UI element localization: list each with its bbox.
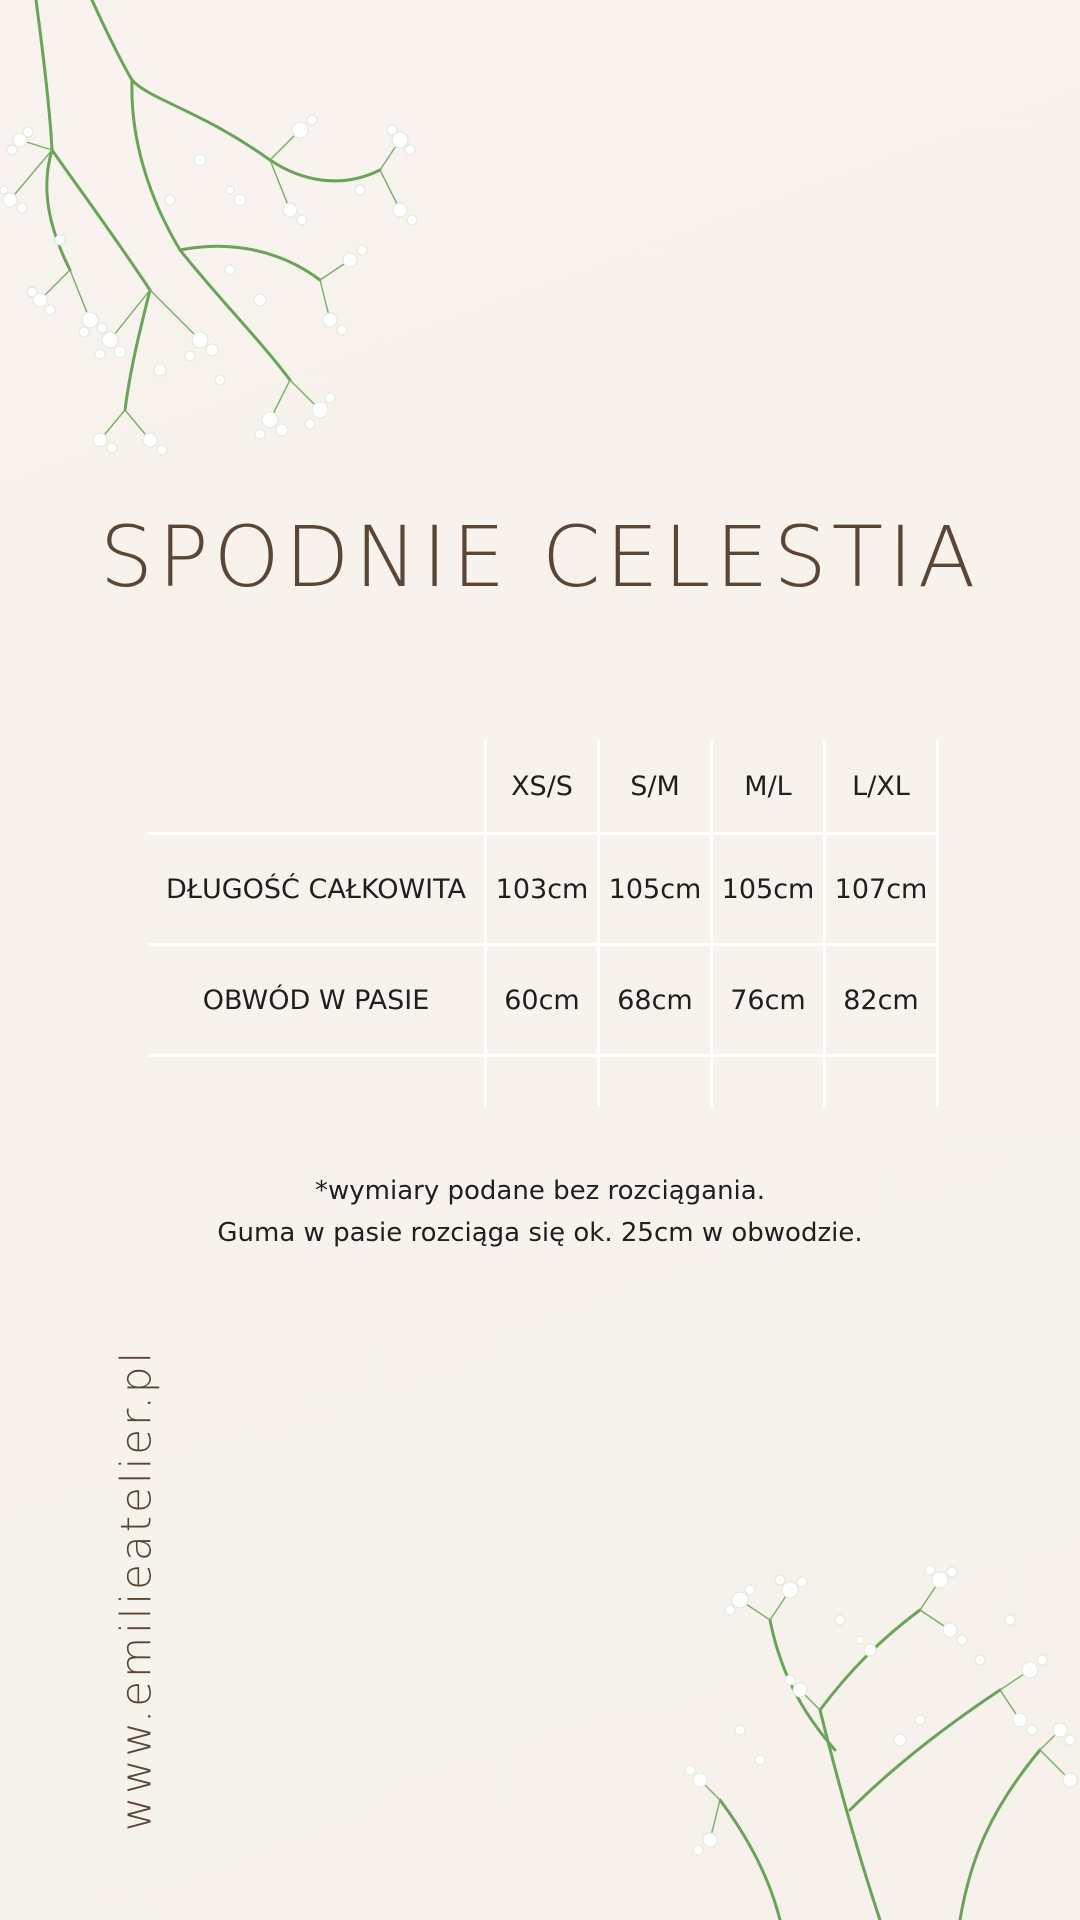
measurement-cell: 68cm [599,945,712,1056]
product-title: SPODNIE CELESTIA [99,508,981,606]
size-table-footer-row [148,1056,938,1108]
footer-empty-cell [599,1056,712,1108]
measurement-cell: 76cm [712,945,825,1056]
gypsophila-flowers-bottom-decoration [620,1560,1080,1920]
note-line-2: Guma w pasie rozciąga się ok. 25cm w obwodzie. [217,1218,863,1248]
footer-empty-cell [486,1056,599,1108]
size-header: S/M [599,740,712,834]
footer-empty-cell [148,1056,486,1108]
measurement-cell: 82cm [825,945,938,1056]
measurement-cell: 103cm [486,834,599,945]
gypsophila-flowers-top-decoration [0,0,480,470]
measurement-note [0,1170,1080,1254]
size-header: XS/S [486,740,599,834]
measurement-cell: 60cm [486,945,599,1056]
row-label: OBWÓD W PASIE [148,945,486,1056]
measurement-cell: 105cm [712,834,825,945]
measurement-cell: 107cm [825,834,938,945]
measurement-cell: 105cm [599,834,712,945]
footer-empty-cell [712,1056,825,1108]
size-table-row-length [148,834,938,945]
size-table [148,740,939,1107]
size-table-row-waist [148,945,938,1056]
header-empty-cell [148,740,486,834]
website-url: www.emilieatelier.pl [111,1348,161,1832]
footer-empty-cell [825,1056,938,1108]
size-table-header-row [148,740,938,834]
note-line-1: *wymiary podane bez rozciągania. [315,1176,765,1206]
size-header: M/L [712,740,825,834]
row-label: DŁUGOŚĆ CAŁKOWITA [148,834,486,945]
size-header: L/XL [825,740,938,834]
